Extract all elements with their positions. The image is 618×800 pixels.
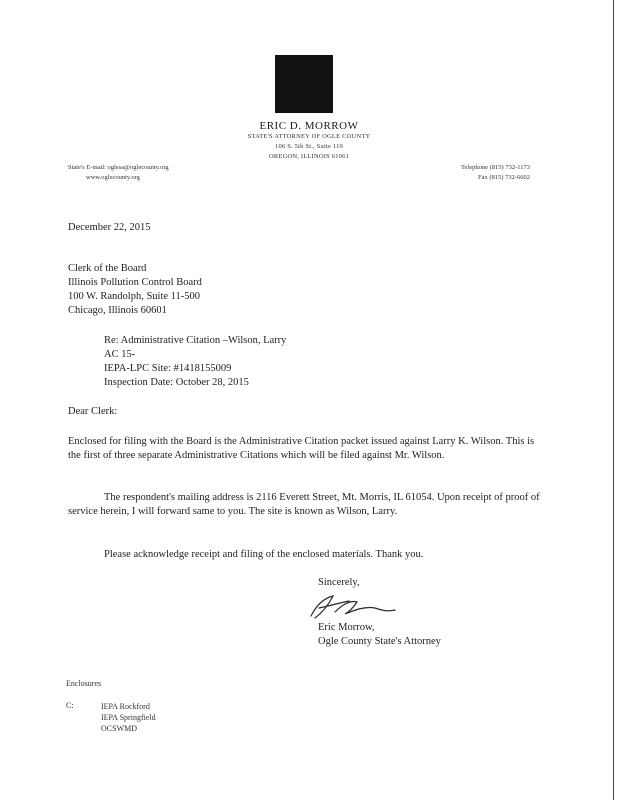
- closing-title: Ogle County State's Attorney: [318, 636, 441, 647]
- letterhead-street: 106 S. 5th St., Suite 110: [275, 143, 343, 150]
- salutation: Dear Clerk:: [68, 406, 118, 417]
- closing-name: Eric Morrow,: [318, 622, 375, 633]
- county-seal-logo: [275, 55, 333, 113]
- cc-item: IEPA Springfield: [101, 713, 156, 722]
- body-paragraph-2: The respondent's mailing address is 2116 Everett Street, Mt. Morris, IL 61054. Upon receipt of proof of service herein, I will forward same to you. The site is known as Wilson, Larry.: [68, 492, 540, 517]
- letter-date: December 22, 2015: [68, 222, 151, 233]
- recipient-line: Clerk of the Board: [68, 263, 147, 274]
- handwritten-signature: [305, 590, 400, 622]
- re-line: Inspection Date: October 28, 2015: [104, 377, 249, 388]
- re-line: Re: Administrative Citation –Wilson, Larry: [104, 335, 287, 346]
- letterhead-fax: Fax (815) 732-6602: [478, 174, 530, 181]
- cc-item: OCSWMD: [101, 724, 138, 733]
- letterhead-telephone: Telephone (815) 732-1173: [461, 164, 530, 171]
- recipient-address: [68, 262, 202, 318]
- cc-list: [101, 701, 156, 734]
- letterhead-website: www.oglecounty.org: [86, 174, 140, 181]
- body-paragraph-1: Enclosed for filing with the Board is the Administrative Citation packet issued against Larry K. Wilson. This is the first of three separate Administrative Citations which will be filed against Mr. Wilson.: [68, 436, 535, 461]
- recipient-line: 100 W. Randolph, Suite 11-500: [68, 291, 201, 302]
- letterhead-name: ERIC D. MORROW: [259, 120, 359, 132]
- body-paragraph-3: Please acknowledge receipt and filing of the enclosed materials. Thank you.: [104, 549, 424, 560]
- cc-label: C:: [66, 701, 74, 710]
- recipient-line: Illinois Pollution Control Board: [68, 277, 202, 288]
- closing-sincerely: Sincerely,: [318, 577, 360, 588]
- re-line: AC 15-: [104, 349, 136, 360]
- recipient-line: Chicago, Illinois 60601: [68, 305, 167, 316]
- letterhead-email: State's E-mail: oglesa@oglecounty.org: [68, 164, 169, 171]
- letterhead-city: OREGON, ILLINOIS 61061: [268, 153, 350, 160]
- letterhead-office: STATE'S ATTORNEY OF OGLE COUNTY: [247, 133, 371, 140]
- cc-item: IEPA Rockford: [101, 702, 150, 711]
- re-line: IEPA-LPC Site: #1418155009: [104, 363, 232, 374]
- enclosures-label: Enclosures: [66, 679, 102, 688]
- re-block: [104, 334, 286, 390]
